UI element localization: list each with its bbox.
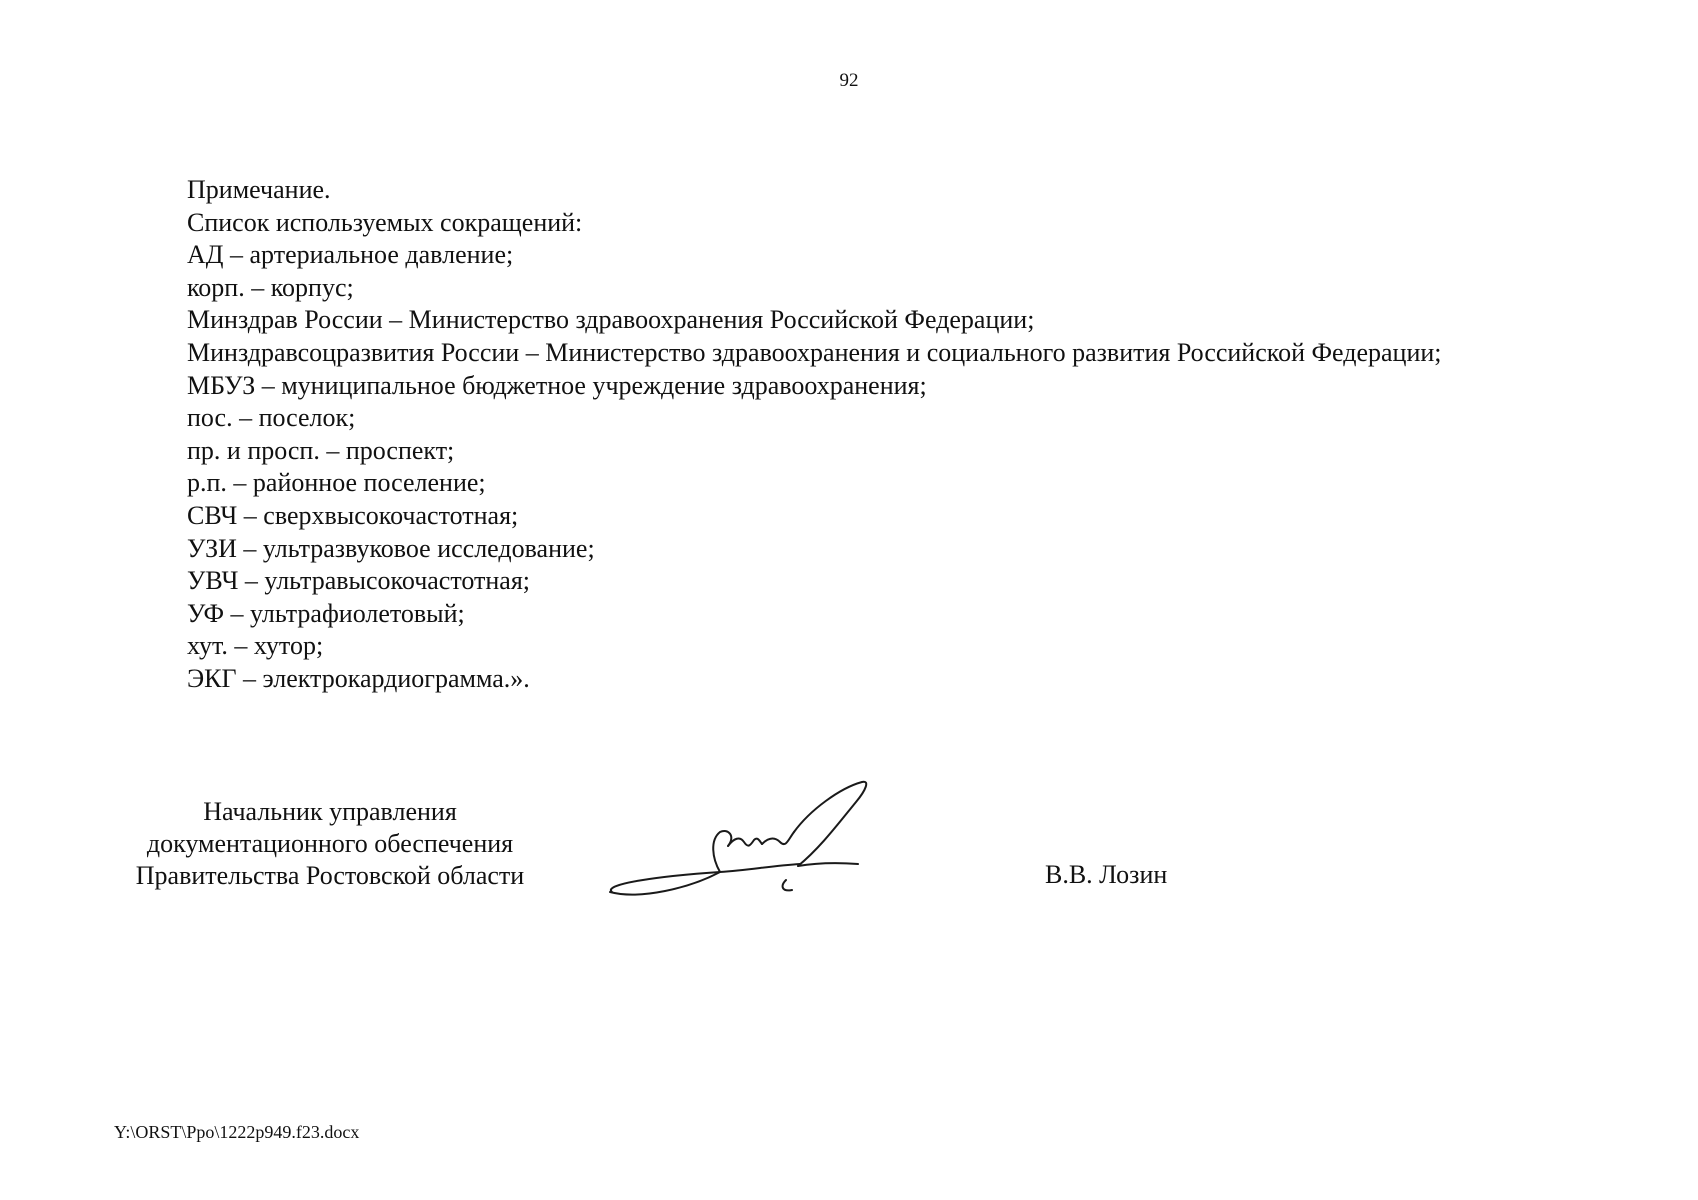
abbreviation-item: УФ – ультрафиолетовый; [187, 598, 465, 628]
signer-title-line: Правительства Ростовской области [135, 861, 525, 890]
signer-title-line: документационного обеспечения [146, 829, 514, 858]
abbreviation-item: УЗИ – ультразвуковое исследование; [187, 533, 595, 563]
abbreviation-item: СВЧ – сверхвысокочастотная; [187, 500, 519, 530]
signer-title [110, 796, 550, 892]
note-subheading: Список используемых сокращений: [187, 207, 583, 237]
abbreviation-item: УВЧ – ультравысокочастотная; [187, 566, 531, 596]
abbreviation-item: Минздрав России – Министерство здравоохранения Российской Федерации; [187, 305, 1035, 335]
page-number: 92 [839, 70, 859, 91]
note-block [187, 174, 1442, 696]
abbreviation-item: пр. и просп. – проспект; [187, 435, 455, 465]
abbreviation-item: ЭКГ – электрокардиограмма.». [187, 663, 530, 693]
signer-title-line: Начальник управления [203, 797, 457, 826]
abbreviation-item: МБУЗ – муниципальное бюджетное учреждение здравоохранения; [187, 370, 927, 400]
note-heading: Примечание. [187, 175, 331, 204]
footer-file-path: Y:\ORST\Ppo\1222p949.f23.docx [114, 1122, 360, 1142]
abbreviation-item: корп. – корпус; [187, 272, 354, 302]
signer-name: В.В. Лозин [1045, 860, 1168, 889]
abbreviation-item: хут. – хутор; [187, 631, 324, 661]
abbreviation-item: пос. – поселок; [187, 403, 356, 433]
abbreviation-item: р.п. – районное поселение; [187, 468, 486, 498]
abbreviation-item: АД – артериальное давление; [187, 240, 514, 270]
abbreviation-item: Минздравсоцразвития России – Министерство здравоохранения и социального развития Российской Федерации; [187, 337, 1442, 367]
handwritten-signature [600, 780, 900, 910]
